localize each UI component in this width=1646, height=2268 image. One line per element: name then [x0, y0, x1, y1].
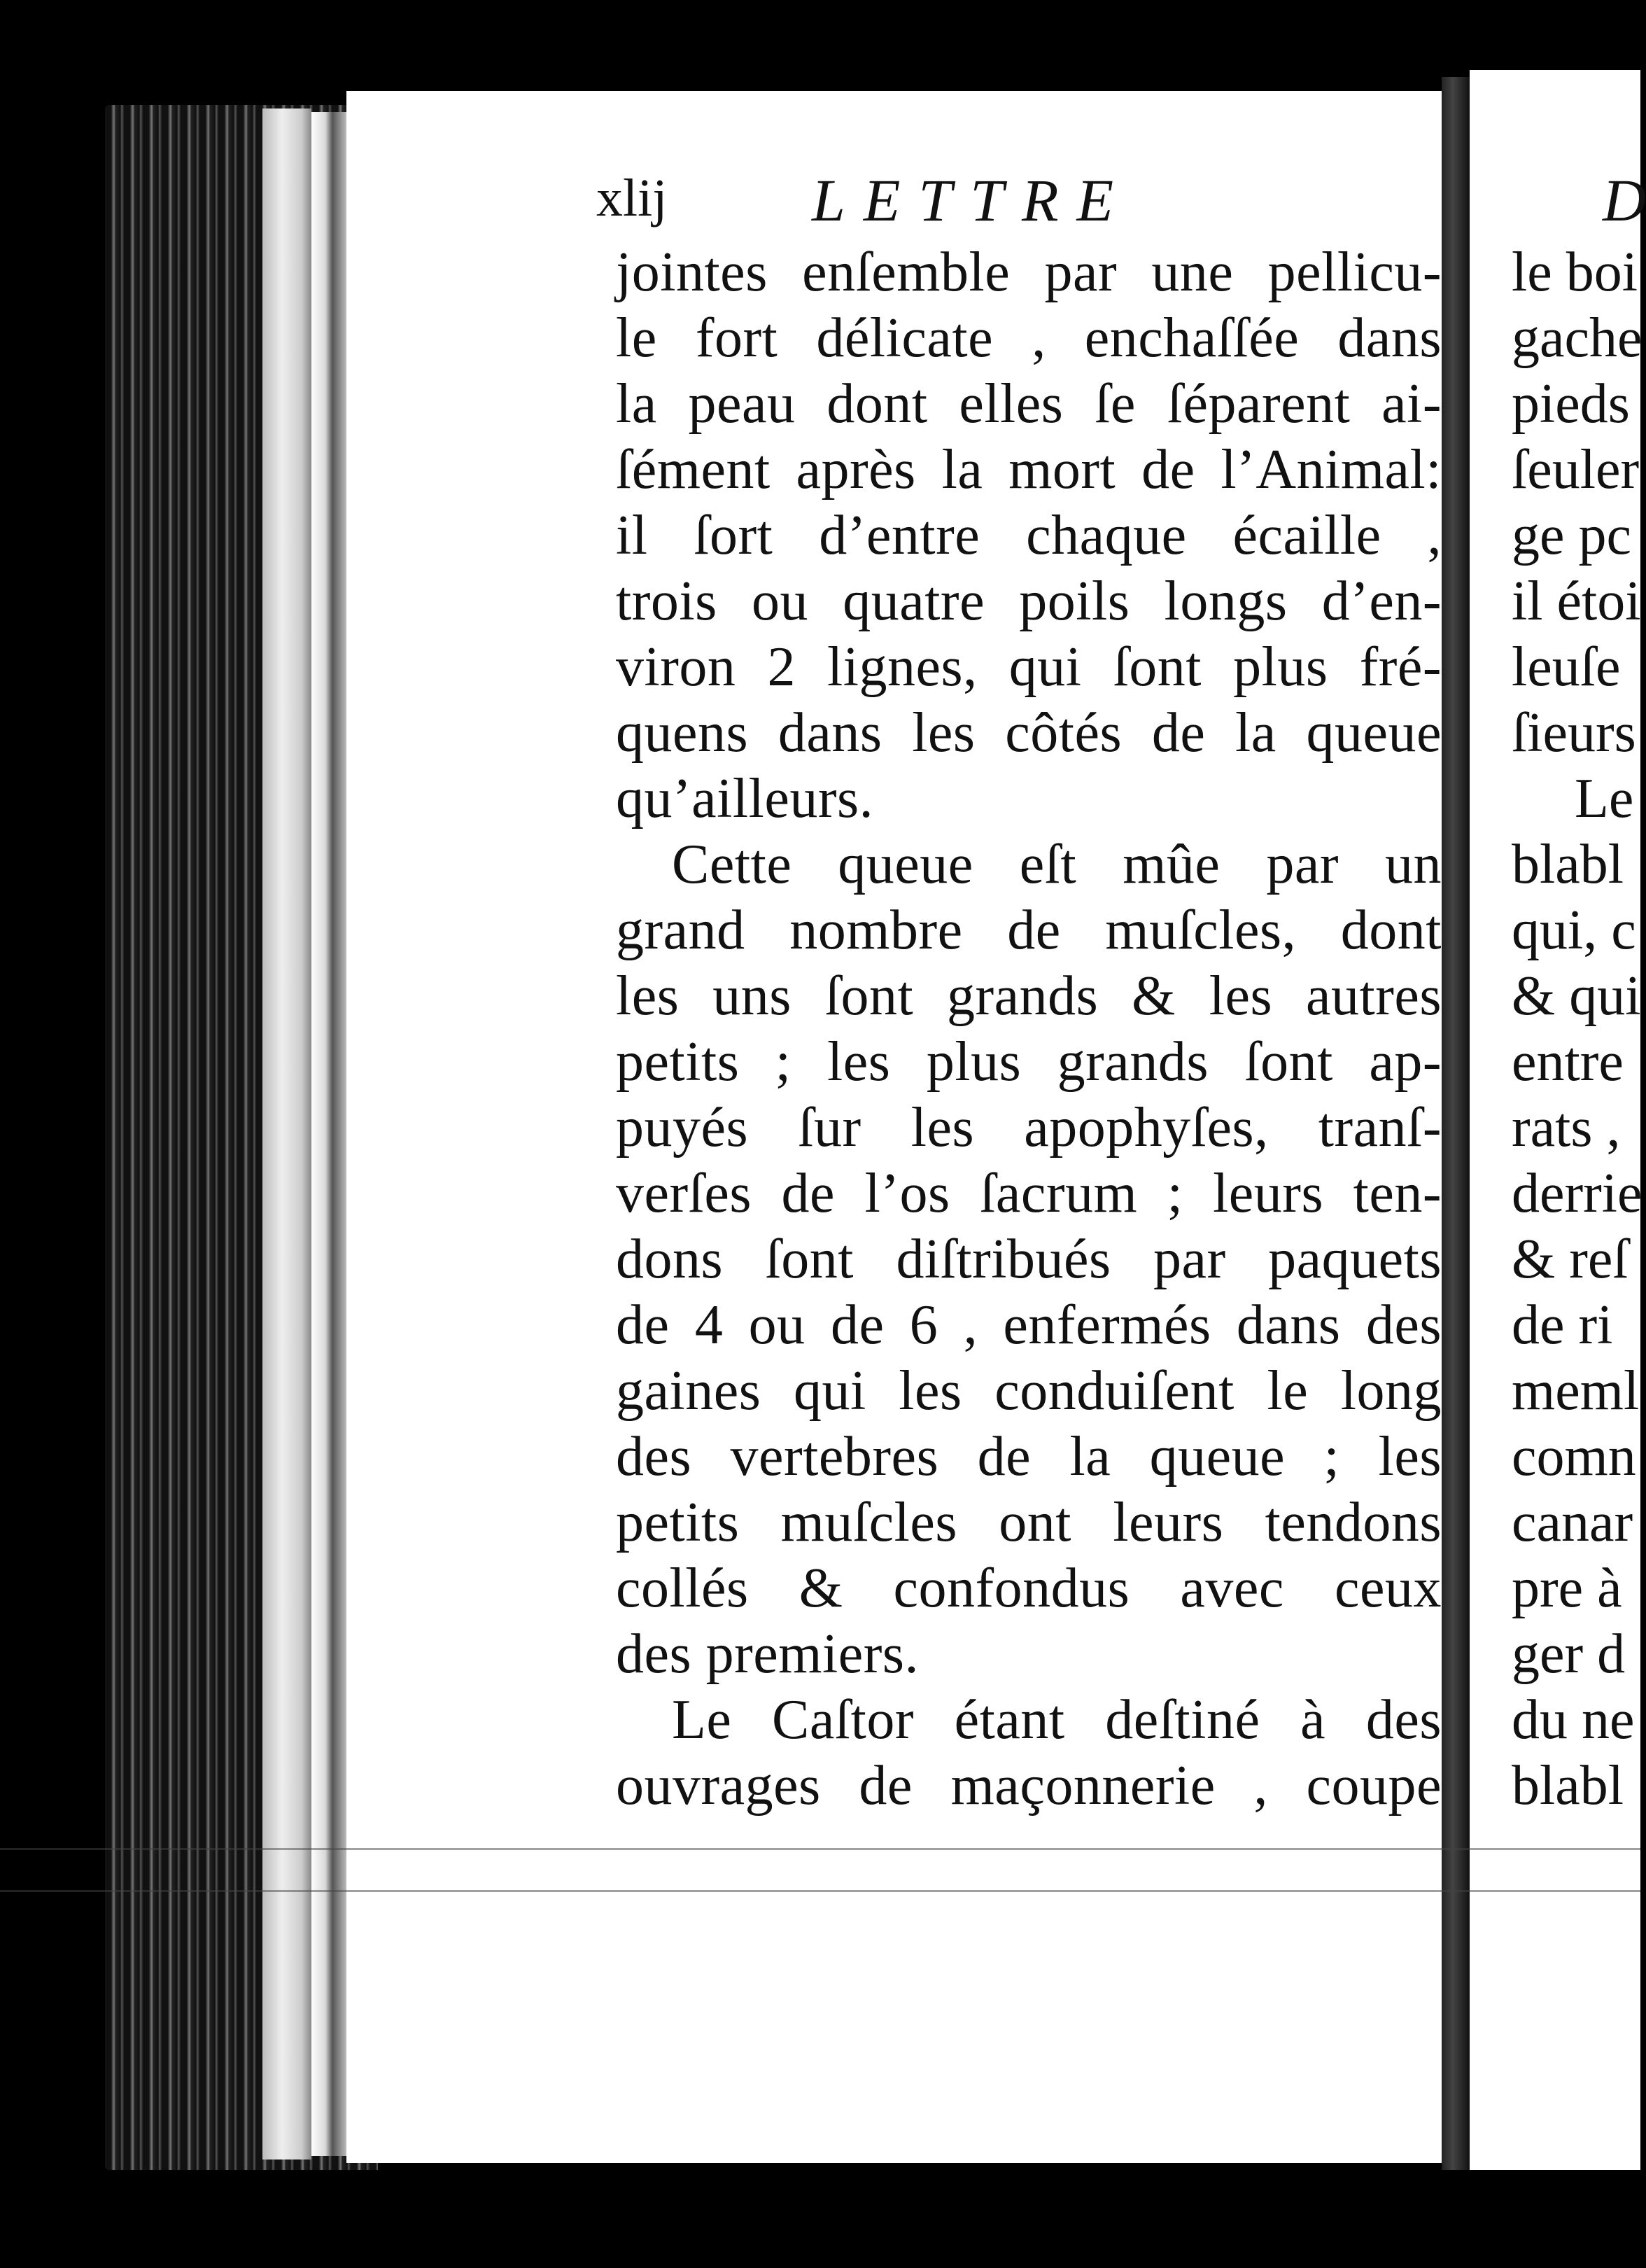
- text-line: Le Caſtor étant deſtiné à des: [672, 1689, 1442, 1751]
- text-line: quens dans les côtés de la queue: [616, 702, 1442, 764]
- text-line: dons ſont diſtribués par paquets: [616, 1228, 1442, 1290]
- text-line: petits muſcles ont leurs tendons: [616, 1492, 1442, 1553]
- text-line: il étoi: [1512, 570, 1641, 632]
- text-line: pre à: [1512, 1558, 1622, 1619]
- running-head: LETTRE: [812, 167, 1132, 234]
- text-line: la peau dont elles ſe ſéparent ai-: [616, 373, 1442, 435]
- text-line: du ne: [1512, 1689, 1635, 1751]
- text-line: ouvrages de maçonnerie , coupe: [616, 1755, 1442, 1816]
- text-line: qui, c: [1512, 899, 1636, 961]
- book-gutter: [1442, 77, 1470, 2170]
- text-line: le boi: [1512, 241, 1638, 303]
- text-line: jointes enſemble par une pellicu-: [616, 241, 1442, 303]
- text-line: des premiers.: [616, 1623, 920, 1685]
- text-line: de 4 ou de 6 , enfermés dans des: [616, 1294, 1442, 1356]
- text-line: & qui: [1512, 965, 1641, 1027]
- text-line: des vertebres de la queue ; les: [616, 1426, 1442, 1488]
- text-line: le fort délicate , enchaſſée dans: [616, 307, 1442, 369]
- text-line: ſieurs: [1512, 702, 1636, 764]
- text-line: qu’ailleurs.: [616, 768, 874, 830]
- scan-artifact-line: [0, 1890, 1640, 1892]
- text-line: & reſ: [1512, 1228, 1629, 1290]
- text-line: canar: [1512, 1492, 1633, 1553]
- text-line: ge pc: [1512, 505, 1632, 566]
- text-line: viron 2 lignes, qui ſont plus fré-: [616, 636, 1442, 698]
- text-line: grand nombre de muſcles, dont: [616, 899, 1442, 961]
- page-number: xlij: [596, 169, 668, 227]
- text-line: derrie: [1512, 1163, 1643, 1224]
- text-line: Le: [1575, 768, 1634, 830]
- text-line: ſément après la mort de l’Animal:: [616, 439, 1442, 500]
- text-line: comn: [1512, 1426, 1636, 1488]
- text-line: collés & confondus avec ceux: [616, 1558, 1442, 1619]
- text-line: leuſe: [1512, 636, 1621, 698]
- text-line: blabl: [1512, 834, 1624, 895]
- book-page-edges-light: [262, 108, 311, 2160]
- text-line: entre: [1512, 1031, 1624, 1093]
- text-line: ger d: [1512, 1623, 1626, 1685]
- text-line: les uns ſont grands & les autres: [616, 965, 1442, 1027]
- text-line: petits ; les plus grands ſont ap-: [616, 1031, 1442, 1093]
- text-line: ſeuler: [1512, 439, 1640, 500]
- text-line: il ſort d’entre chaque écaille ,: [616, 505, 1442, 566]
- text-line: blabl: [1512, 1755, 1624, 1816]
- text-line: Cette queue eſt mûe par un: [672, 834, 1442, 895]
- text-line: meml: [1512, 1360, 1640, 1422]
- text-line: trois ou quatre poils longs d’en-: [616, 570, 1442, 632]
- text-line: de ri: [1512, 1294, 1613, 1356]
- text-line: verſes de l’os ſacrum ; leurs ten-: [616, 1163, 1442, 1224]
- scan-artifact-line: [0, 1848, 1640, 1850]
- right-running-head: D: [1603, 167, 1646, 234]
- text-line: pieds: [1512, 373, 1630, 435]
- text-line: gache: [1512, 307, 1643, 369]
- text-line: gaines qui les conduiſent le long: [616, 1360, 1442, 1422]
- text-line: puyés ſur les apophyſes, tranſ-: [616, 1097, 1442, 1158]
- text-line: rats ,: [1512, 1097, 1621, 1158]
